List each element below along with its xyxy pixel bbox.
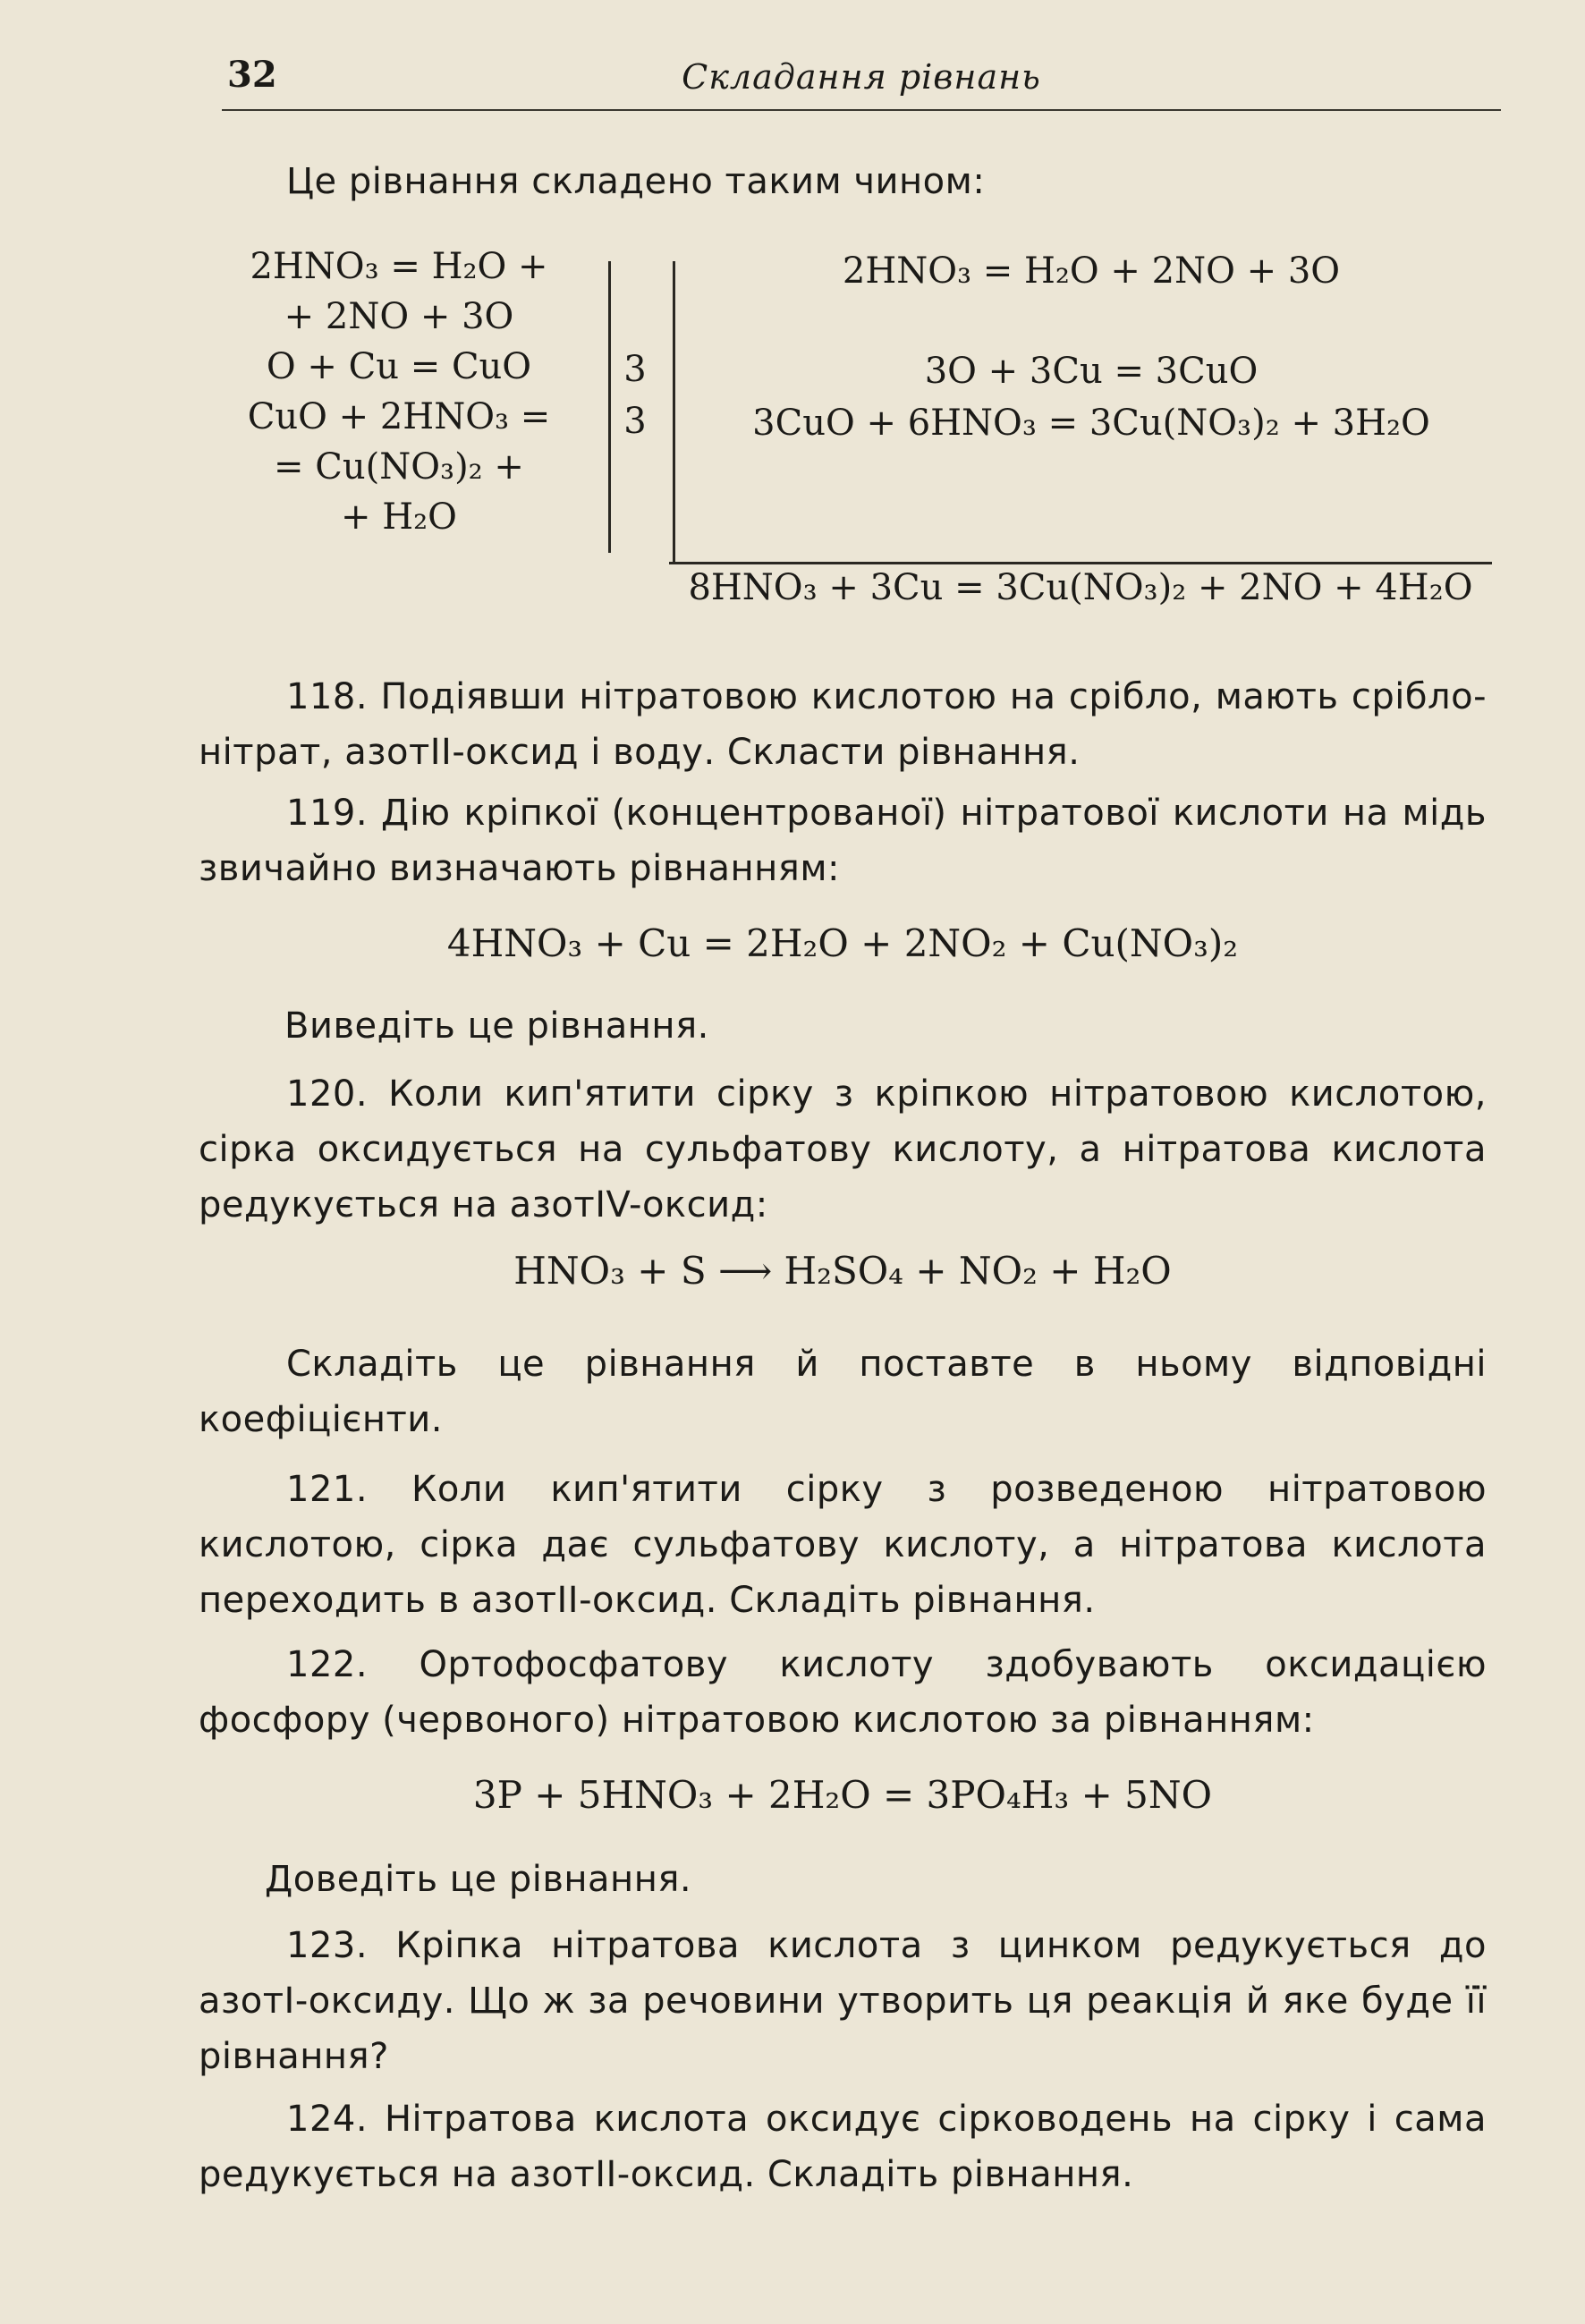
problem-119-instruction: Виведіть це рівнання. xyxy=(284,1005,709,1047)
problem-122: 122. Ортофосфатову кислоту здобувають оксидацією фосфору (червоного) нітратовою кислотою за рівнанням: xyxy=(199,1644,1487,1741)
equation-122: 3P + 5HNO₃ + 2H₂O = 3PO₄H₃ + 5NO xyxy=(472,1773,1213,1817)
derivation-divider-left xyxy=(608,261,611,553)
problem-124: 124. Нітратова кислота оксидує сірководень на сірку і сама редукується на азотII-оксид. Складіть рівнання. xyxy=(199,2099,1487,2195)
derivation-left-line: 2HNO₃ = H₂O + xyxy=(250,246,548,287)
problem-123: 123. Кріпка нітратова кислота з цинком редукується до азотI-оксиду. Що ж за речовини утворить ця реакція й яке буде її рівнання? xyxy=(199,1925,1487,2077)
derivation-left-line: + 2NO + 3O xyxy=(284,296,514,337)
page-number: 32 xyxy=(227,54,277,96)
derivation-sum: 8HNO₃ + 3Cu = 3Cu(NO₃)₂ + 2NO + 4H₂O xyxy=(688,567,1473,608)
problem-119: 119. Дію кріпкої (концентрованої) нітратової кислоти на мідь звичайно визначають рівнанням: xyxy=(199,793,1487,889)
problem-120: 120. Коли кип'ятити сірку з кріпкою нітратовою кислотою, сірка оксидується на сульфатову кислоту, а нітратова кислота редукується на азотIV-оксид: xyxy=(199,1073,1487,1226)
derivation-left-line: = Cu(NO₃)₂ + xyxy=(274,446,524,488)
coefficient: 3 xyxy=(623,349,647,390)
coefficient: 3 xyxy=(623,401,647,442)
running-title: Складання рівнань xyxy=(682,57,1041,97)
derivation-left-column xyxy=(211,242,587,542)
derivation-sum-rule xyxy=(669,562,1492,564)
page-header xyxy=(222,47,1501,111)
derivation-divider-right xyxy=(673,261,675,562)
problem-121: 121. Коли кип'ятити сірку з розведеною нітратовою кислотою, сірка дає сульфатову кислоту, а нітратова кислота переходить в азотII-оксид. Складіть рівнання. xyxy=(199,1469,1487,1621)
problem-118: 118. Подіявши нітратовою кислотою на срібло, мають срібло-нітрат, азотII-оксид і воду. Скласти рівнання. xyxy=(199,676,1487,773)
equation-119: 4HNO₃ + Cu = 2H₂O + 2NO₂ + Cu(NO₃)₂ xyxy=(446,921,1239,965)
intro-line: Це рівнання складено таким чином: xyxy=(286,161,986,202)
problem-120-instruction: Складіть це рівнання й поставте в ньому відповідні коефіцієнти. xyxy=(199,1344,1487,1440)
derivation-left-line: CuO + 2HNO₃ = xyxy=(247,396,551,437)
derivation-right-line: 3O + 3Cu = 3CuO xyxy=(924,351,1259,392)
derivation-right-line: 2HNO₃ = H₂O + 2NO + 3O xyxy=(842,250,1341,292)
derivation-left-line: O + Cu = CuO xyxy=(266,346,532,387)
derivation-right-line: 3CuO + 6HNO₃ = 3Cu(NO₃)₂ + 3H₂O xyxy=(752,403,1430,444)
equation-120: HNO₃ + S ⟶ H₂SO₄ + NO₂ + H₂O xyxy=(513,1249,1172,1293)
derivation-left-line: + H₂O xyxy=(341,496,457,538)
problem-122-instruction: Доведіть це рівнання. xyxy=(265,1859,692,1900)
